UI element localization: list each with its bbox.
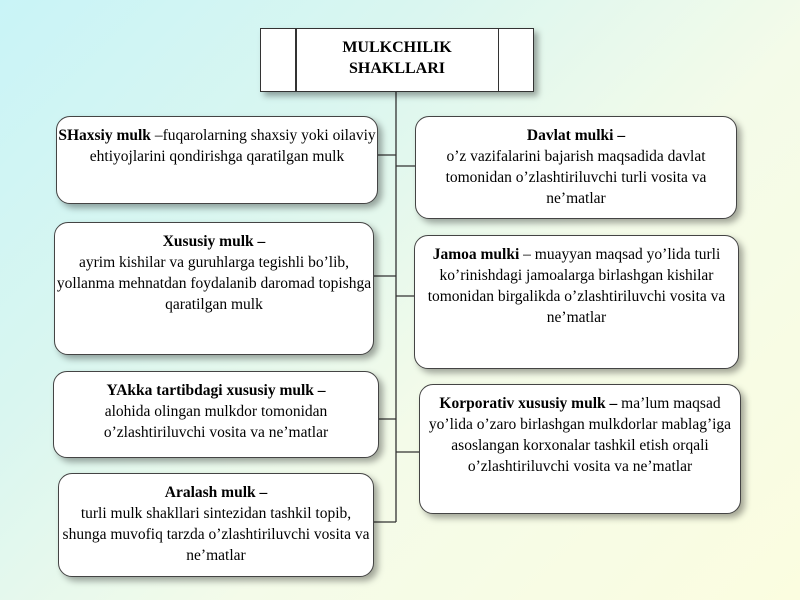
card-xususiy-mulk bbox=[54, 222, 374, 355]
card-heading: SHaxsiy mulk bbox=[58, 127, 151, 144]
diagram-title-box bbox=[260, 28, 534, 92]
card-aralash-mulk bbox=[58, 473, 374, 577]
diagram-title: MULKCHILIK SHAKLLARI bbox=[342, 39, 452, 77]
card-separator: – bbox=[150, 127, 163, 144]
card-davlat-mulki bbox=[415, 116, 737, 219]
card-heading: Xususiy mulk – bbox=[162, 233, 266, 250]
title-box-right-bar bbox=[498, 29, 500, 91]
card-heading: Jamoa mulki bbox=[432, 246, 520, 263]
card-text: alohida olingan mulkdor tomonidan o’zlashtiriluvchi vosita va ne’matlar bbox=[103, 403, 329, 441]
card-korporativ-xususiy-mulk bbox=[419, 384, 741, 514]
card-separator: – bbox=[519, 246, 535, 263]
card-heading: Korporativ xususiy mulk – bbox=[439, 395, 618, 412]
card-shaxsiy-mulk bbox=[56, 116, 378, 204]
card-jamoa-mulki bbox=[414, 235, 739, 369]
card-heading: Aralash mulk – bbox=[164, 484, 268, 501]
card-heading: YAkka tartibdagi xususiy mulk – bbox=[106, 382, 326, 399]
card-heading: Davlat mulki – bbox=[526, 127, 626, 144]
card-yakka-tartibdagi-xususiy-mulk bbox=[53, 371, 379, 458]
card-text: o’z vazifalarini bajarish maqsadida davlat tomonidan o’zlashtiriluvchi turli vosita va ne’matlar bbox=[445, 148, 707, 207]
card-text: ayrim kishilar va guruhlarga tegishli bo’lib, yollanma mehnatdan foydalanib daromad topishga qaratilgan mulk bbox=[56, 254, 372, 313]
card-text: muayyan maqsad yo’lida turli ko’rinishdagi jamoalarga birlashgan kishilar tomonidan birgalikda o’zlashtiriluvchi vosita va ne’matlar bbox=[427, 246, 726, 326]
card-text: ma’lum maqsad yo’lida o’zaro birlashgan mulkdorlar mablag’iga asoslangan korxonalar tashkil etish orqali o’zlashtiriluvchi vosita va ne’matlar bbox=[428, 395, 732, 475]
card-text: turli mulk shakllari sintezidan tashkil topib, shunga muvofiq tarzda o’zlashtiriluvchi vosita va ne’matlar bbox=[62, 505, 370, 564]
card-text: fuqarolarning shaxsiy yoki oilaviy ehtiyojlarini qondirishga qaratilgan mulk bbox=[89, 127, 376, 165]
